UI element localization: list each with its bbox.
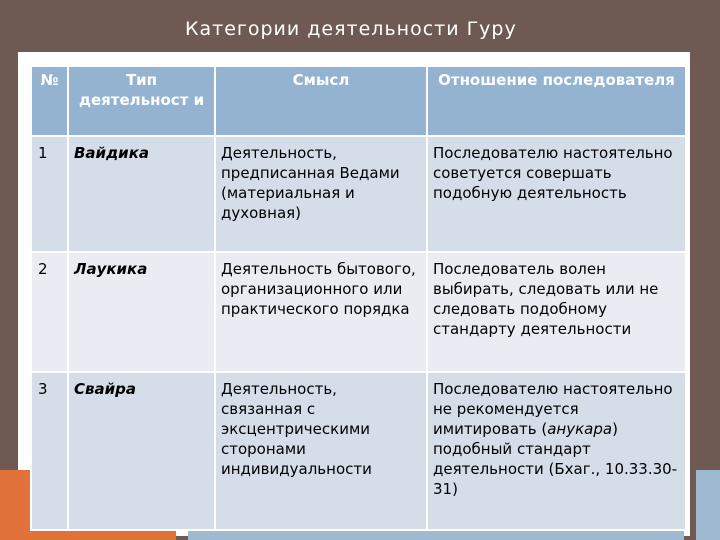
- row-meaning: Деятельность бытового, организационного или практического порядка: [215, 252, 427, 372]
- table-row: [31, 372, 686, 530]
- header-meaning: Смысл: [215, 66, 427, 136]
- header-number: №: [31, 66, 68, 136]
- row-type: Свайра: [68, 372, 215, 530]
- row-attitude: [427, 372, 686, 530]
- row-number: 2: [31, 252, 68, 372]
- row-type: Лаукика: [68, 252, 215, 372]
- attitude-text-pre: Последователю настоятельно не рекомендуется имитировать (: [433, 380, 673, 438]
- row-attitude: Последователь волен выбирать, следовать или не следовать подобному стандарту деятельности: [427, 252, 686, 372]
- row-type: Вайдика: [68, 136, 215, 252]
- table-header-row: [31, 66, 686, 136]
- decor-bar-blue-right: [696, 470, 720, 540]
- row-attitude: Последователю настоятельно советуется совершать подобную деятельность: [427, 136, 686, 252]
- table-row: [31, 252, 686, 372]
- attitude-term: анукара: [547, 420, 613, 438]
- row-meaning: Деятельность, связанная с эксцентрическими сторонами индивидуальности: [215, 372, 427, 530]
- table-row: [31, 136, 686, 252]
- slide-title: Категории деятельности Гуру: [185, 18, 517, 40]
- activity-table: [30, 65, 687, 531]
- header-type: Тип деятельност и: [68, 66, 215, 136]
- row-number: 1: [31, 136, 68, 252]
- header-attitude: Отношение последователя: [427, 66, 686, 136]
- row-meaning: Деятельность, предписанная Ведами (материальная и духовная): [215, 136, 427, 252]
- row-number: 3: [31, 372, 68, 530]
- attitude-text-post: ) подобный стандарт деятельности (Бхаг., 10.33.30-31): [433, 420, 678, 498]
